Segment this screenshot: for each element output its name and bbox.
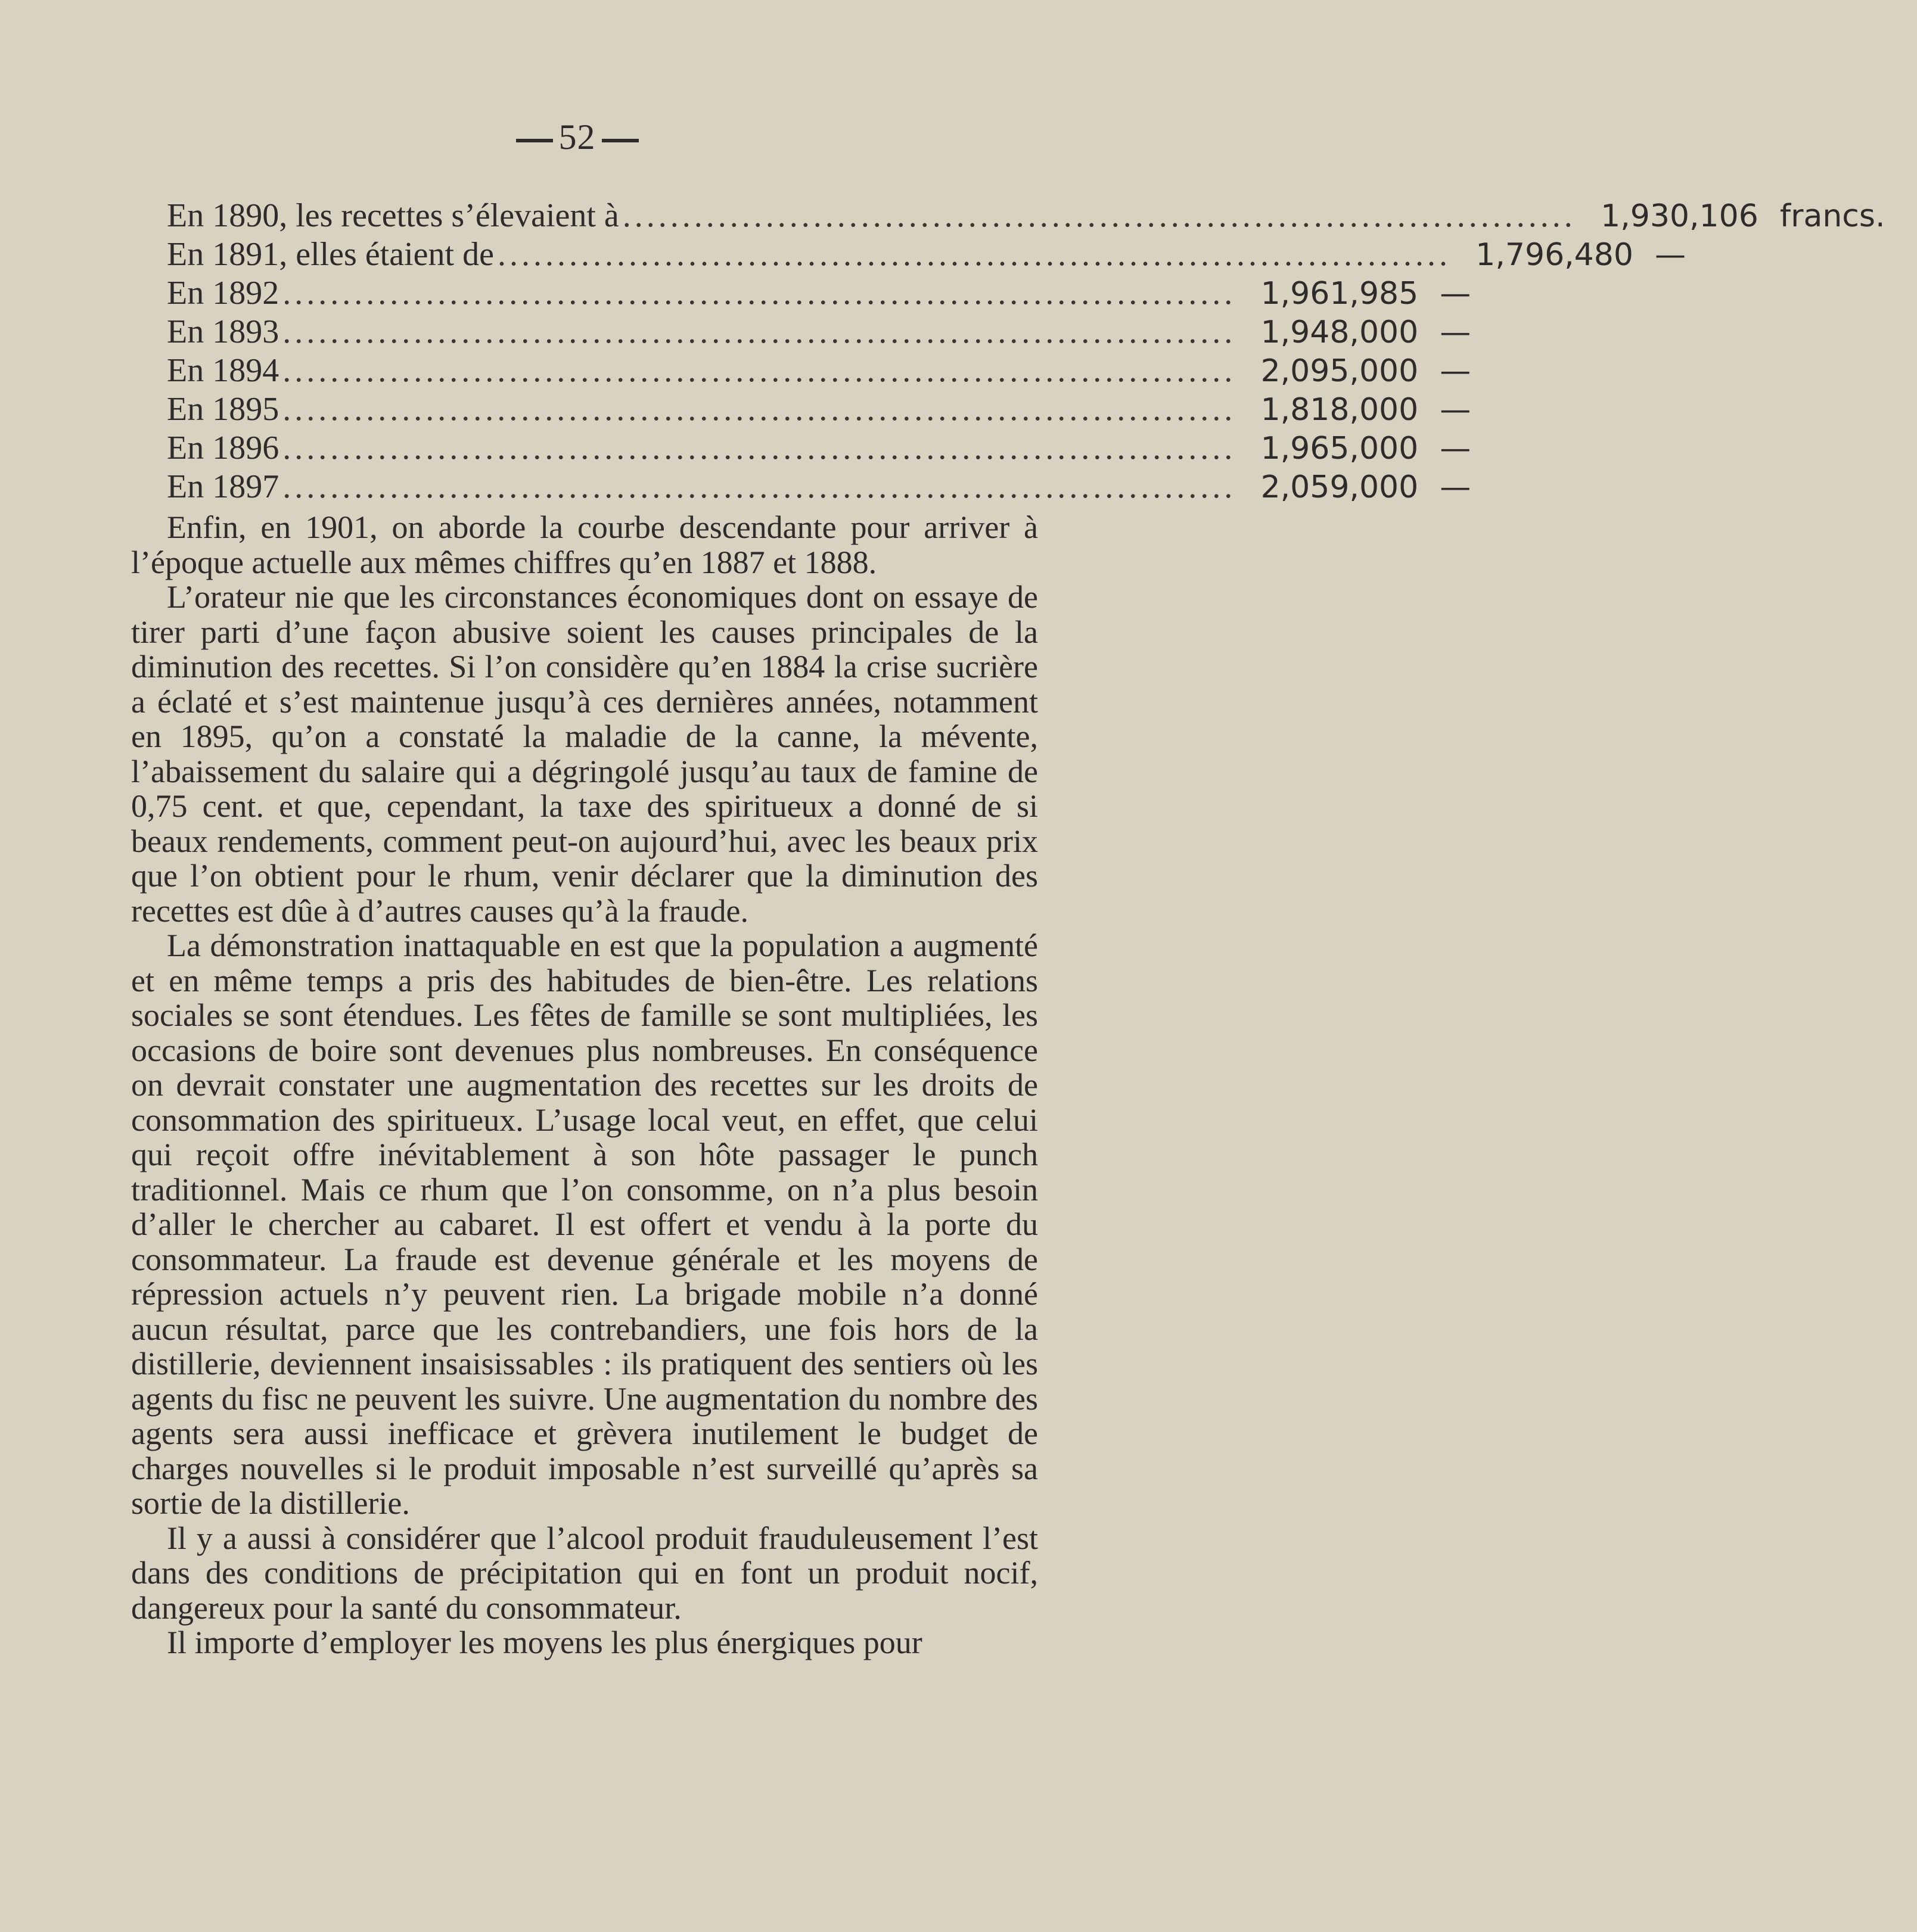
leader-dots: ................................................................................ (282, 313, 1236, 350)
page-number-dash-left (516, 139, 553, 142)
revenue-row (167, 313, 1471, 351)
revenue-amount: 1,961,985 (1260, 276, 1419, 312)
revenue-amount: 1,796,480 (1475, 237, 1633, 273)
revenue-amount: 2,095,000 (1260, 353, 1419, 389)
revenue-unit: — (1440, 276, 1471, 312)
leader-dots: ................................................................................ (622, 197, 1576, 234)
paragraph: L’orateur nie que les circonstances économiques dont on essaye de tirer parti d’une façon abusive soient les causes principales de la diminution des recettes. Si l’on considère qu’en 1884 la crise sucrière a éclaté et s’est maintenue jusqu’à ces dernières années, notamment en 1895, qu’on a constaté la maladie de la canne, la mévente, l’abaissement du salaire qui a dégringolé jusqu’au taux de famine de 0,75 cent. et que, cependant, la taxe des spiritueux a donné de si beaux rendements, comment peut-on aujourd’hui, avec les beaux prix que l’on obtient pour le rhum, venir déclarer que la diminution des recettes est dûe à d’autres causes qu’à la fraude. (131, 579, 1038, 929)
revenue-row (167, 351, 1471, 390)
revenue-row (167, 274, 1471, 313)
revenue-year-label: En 1894 (167, 352, 279, 389)
body-text (131, 510, 1038, 1660)
revenue-year-label: En 1890, les recettes s’élevaient à (167, 197, 619, 234)
leader-dots: ................................................................................ (282, 352, 1236, 389)
revenue-year-label: En 1893 (167, 313, 279, 350)
page-number-dash-right (602, 139, 639, 142)
revenue-year-label: En 1892 (167, 275, 279, 312)
revenue-unit: — (1654, 237, 1686, 273)
revenue-year-label: En 1897 (167, 468, 279, 505)
revenue-year-label: En 1896 (167, 430, 279, 466)
revenue-row (167, 468, 1471, 506)
revenue-row (167, 390, 1471, 429)
revenue-unit: — (1440, 392, 1471, 428)
page-number-value: 52 (558, 117, 596, 157)
revenue-year-label: En 1895 (167, 391, 279, 428)
revenue-amount: 1,930,106 (1601, 198, 1758, 234)
revenue-unit: francs. (1779, 198, 1885, 234)
revenue-unit: — (1440, 431, 1471, 466)
revenue-row (167, 429, 1471, 468)
revenue-unit: — (1440, 315, 1471, 350)
page-number (0, 117, 1154, 158)
paragraph: Enfin, en 1901, on aborde la courbe descendante pour arriver à l’époque actuelle aux mêmes chiffres qu’en 1887 et 1888. (131, 509, 1038, 580)
revenue-unit: — (1440, 353, 1471, 389)
leader-dots: ................................................................................ (282, 275, 1236, 312)
revenue-row (167, 235, 1686, 274)
paragraph: La démonstration inattaquable en est que la population a augmenté et en même temps a pris des habitudes de bien-être. Les relations sociales se sont étendues. Les fêtes de famille se sont multipliées, les occasions de boire sont devenues plus nombreuses. En conséquence on devrait constater une augmentation des recettes sur les droits de consommation des spiritueux. L’usage local veut, en effet, que celui qui reçoit offre inévitablement à son hôte passager le punch traditionnel. Mais ce rhum que l’on consomme, on n’a plus besoin d’aller le chercher au cabaret. Il est offert et vendu à la porte du consommateur. La fraude est devenue générale et les moyens de répression actuels n’y peuvent rien. La brigade mobile n’a donné aucun résultat, parce que les contrebandiers, une fois hors de la distillerie, deviennent insaisissables : ils pratiquent des sentiers où les agents du fisc ne peuvent les suivre. Une augmentation du nombre des agents sera aussi inefficace et grèvera inutilement le budget de charges nouvelles si le produit imposable n’est surveillé qu’après sa sortie de la distillerie. (131, 928, 1038, 1521)
leader-dots: ................................................................................ (282, 391, 1236, 428)
leader-dots: ................................................................................ (282, 468, 1236, 505)
revenue-unit: — (1440, 469, 1471, 505)
leader-dots: ................................................................................ (282, 430, 1236, 466)
leader-dots: ................................................................................ (497, 236, 1451, 273)
paragraph: Il y a aussi à considérer que l’alcool produit frauduleusement l’est dans des conditions de précipitation qui en font un produit nocif, dangereux pour la santé du consommateur. (131, 1520, 1038, 1626)
revenue-row (167, 197, 1885, 235)
revenue-table (167, 197, 1885, 506)
revenue-year-label: En 1891, elles étaient de (167, 236, 494, 273)
revenue-amount: 2,059,000 (1260, 469, 1419, 505)
revenue-amount: 1,948,000 (1260, 315, 1419, 350)
revenue-amount: 1,818,000 (1260, 392, 1419, 428)
revenue-amount: 1,965,000 (1260, 431, 1419, 466)
paragraph: Il importe d’employer les moyens les plus énergiques pour (167, 1625, 922, 1660)
